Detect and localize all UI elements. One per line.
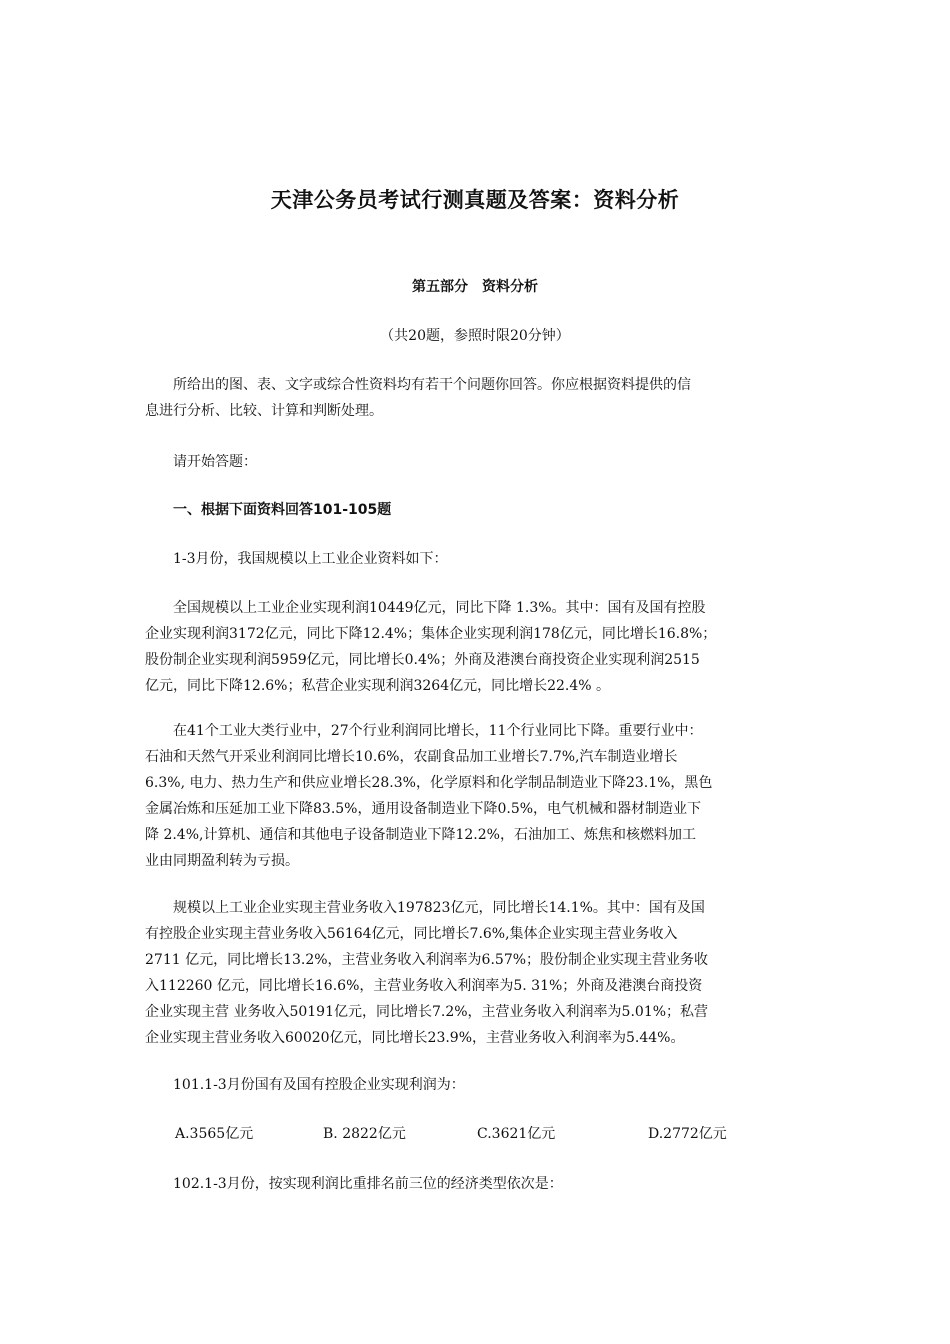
paragraph-line: 企业实现利润3172亿元，同比下降12.4%；集体企业实现利润178亿元，同比增长16.8%； xyxy=(145,626,717,642)
paragraph-line: 入112260 亿元，同比增长16.6%，主营业务收入利润率为5. 31%；外商及港澳台商投资 xyxy=(145,978,703,994)
question-101-option-b: B. 2822亿元 xyxy=(323,1126,406,1142)
paragraph-line: 6.3%, 电力、热力生产和供应业增长28.3%，化学原料和化学制品制造业下降23.1%，黑色 xyxy=(145,775,713,791)
paragraph-line: 金属冶炼和压延加工业下降83.5%，通用设备制造业下降0.5%，电气机械和器材制造业下 xyxy=(145,801,702,817)
paragraph-line: 企业实现主营业务收入60020亿元，同比增长23.9%，主营业务收入利润率为5.44%。 xyxy=(145,1030,685,1046)
start-prompt: 请开始答题： xyxy=(145,454,257,470)
paragraph-line: 股份制企业实现利润5959亿元，同比增长0.4%；外商及港澳台商投资企业实现利润2515 xyxy=(145,652,700,668)
paragraph-line: 企业实现主营 业务收入50191亿元，同比增长7.2%，主营业务收入利润率为5.01%；私营 xyxy=(145,1004,709,1020)
paragraph-line: 在41个工业大类行业中，27个行业利润同比增长，11个行业同比下降。重要行业中： xyxy=(145,723,703,739)
question-102-stem: 102.1-3月份，按实现利润比重排名前三位的经济类型依次是： xyxy=(145,1176,563,1192)
time-limit-note: （共20题，参照时限20分钟） xyxy=(380,328,570,344)
part-heading: 一、根据下面资料回答101-105题 xyxy=(145,502,392,518)
question-101-stem: 101.1-3月份国有及国有控股企业实现利润为： xyxy=(145,1077,465,1093)
revenue-paragraph xyxy=(145,895,810,1051)
intro-line: 1-3月份，我国规模以上工业企业资料如下： xyxy=(145,551,448,567)
section-title: 第五部分 资料分析 xyxy=(412,279,538,295)
question-101-option-a: A.3565亿元 xyxy=(175,1126,254,1142)
question-101-option-c: C.3621亿元 xyxy=(477,1126,556,1142)
question-101-option-d: D.2772亿元 xyxy=(648,1126,727,1142)
instructions-paragraph xyxy=(145,372,810,424)
instructions-line: 息进行分析、比较、计算和判断处理。 xyxy=(145,403,383,419)
paragraph-line: 2711 亿元，同比增长13.2%，主营业务收入利润率为6.57%；股份制企业实现主营业务收 xyxy=(145,952,709,968)
paragraph-line: 全国规模以上工业企业实现利润10449亿元，同比下降 1.3%。其中：国有及国有控股 xyxy=(145,600,706,616)
paragraph-line: 石油和天然气开采业利润同比增长10.6%，农副食品加工业增长7.7%,汽车制造业增长 xyxy=(145,749,678,765)
industry-paragraph xyxy=(145,718,810,874)
paragraph-line: 降 2.4%,计算机、通信和其他电子设备制造业下降12.2%，石油加工、炼焦和核燃料加工 xyxy=(145,827,696,843)
paragraph-line: 业由同期盈利转为亏损。 xyxy=(145,853,299,869)
profit-paragraph xyxy=(145,595,810,699)
document-title: 天津公务员考试行测真题及答案：资料分析 xyxy=(270,188,680,212)
paragraph-line: 规模以上工业企业实现主营业务收入197823亿元，同比增长14.1%。其中：国有及国 xyxy=(145,900,705,916)
paragraph-line: 亿元，同比下降12.6%；私营企业实现利润3264亿元，同比增长22.4% 。 xyxy=(145,678,611,694)
paragraph-line: 有控股企业实现主营业务收入56164亿元，同比增长7.6%,集体企业实现主营业务收入 xyxy=(145,926,678,942)
instructions-line: 所给出的图、表、文字或综合性资料均有若干个问题你回答。你应根据资料提供的信 xyxy=(145,377,691,393)
